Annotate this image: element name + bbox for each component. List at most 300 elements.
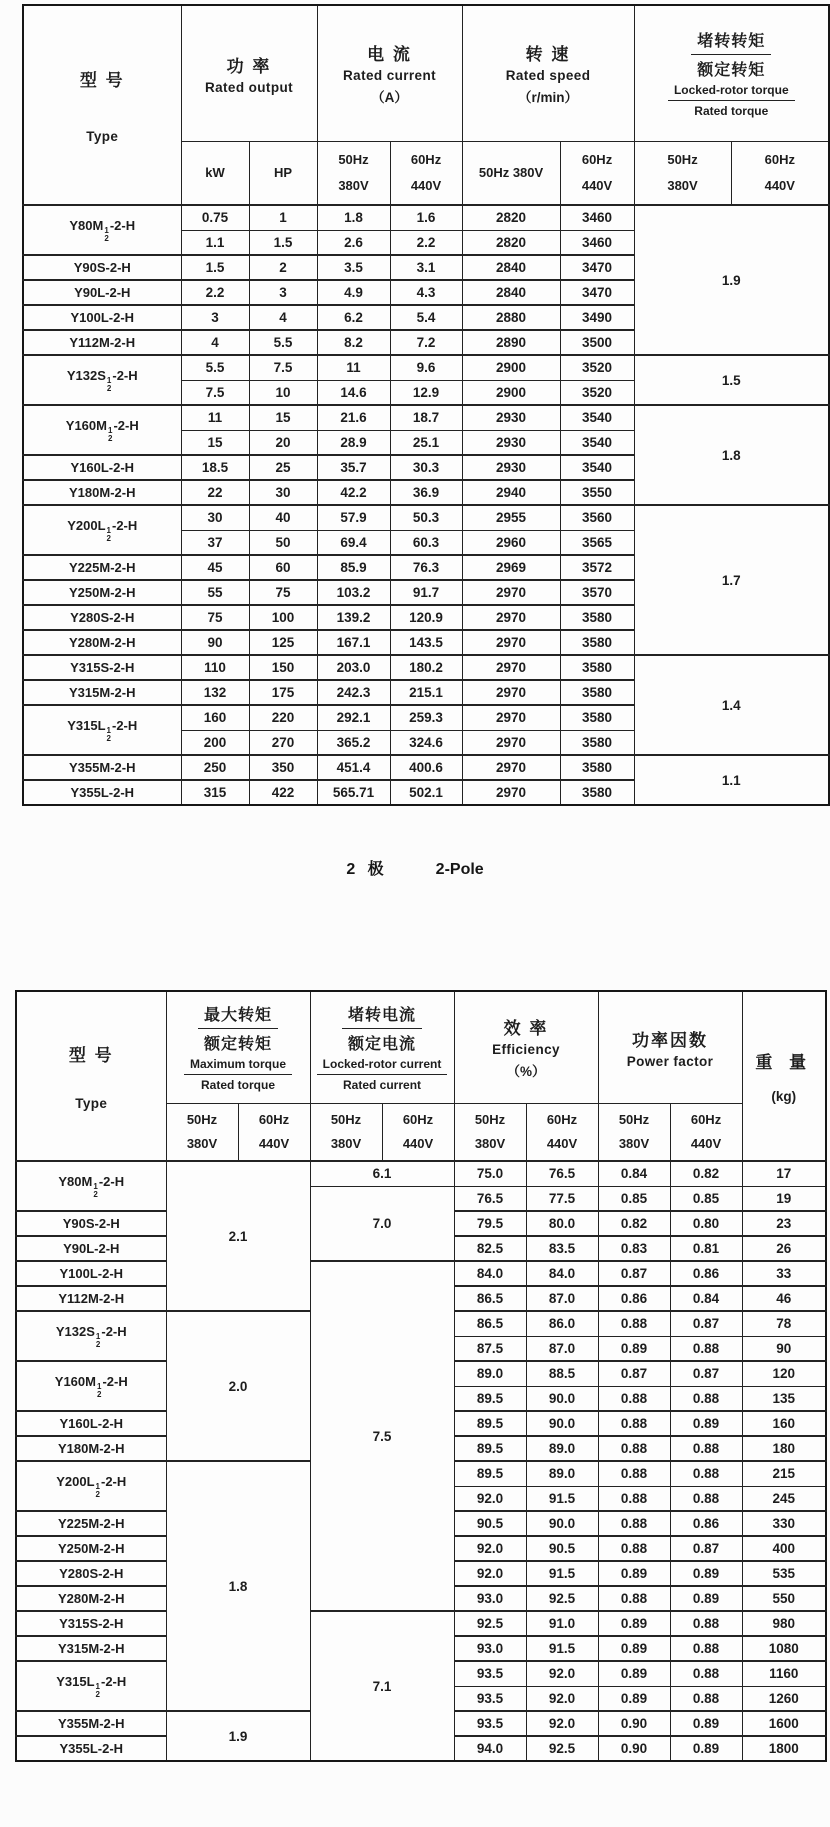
current-50hz-cell: 11: [317, 355, 390, 380]
type-variant-digit: 1: [96, 1382, 102, 1391]
kw-cell: 11: [181, 405, 249, 430]
speed-50hz-cell: 2930: [462, 455, 560, 480]
subheader-efficiency-50hz: 50Hz 380V: [454, 1103, 526, 1161]
type-variant-digit: 1: [107, 426, 113, 435]
secondary-spec-table: [15, 990, 827, 1762]
efficiency-50hz-cell: 82.5: [454, 1236, 526, 1261]
hp-cell: 4: [249, 305, 317, 330]
speed-header-en: Rated speed: [505, 68, 591, 84]
speed-60hz-cell: 3580: [560, 605, 634, 630]
power-header-zh: 功 率: [226, 56, 272, 76]
type-label: Y355M-2-H: [58, 1716, 125, 1731]
type-variant-digit: 2: [106, 383, 112, 393]
speed-50hz-cell: 2930: [462, 430, 560, 455]
kw-cell: 45: [181, 555, 249, 580]
type-cell: [23, 405, 181, 455]
weight-cell: 78: [742, 1311, 826, 1336]
kw-cell: 200: [181, 730, 249, 755]
speed-60hz-cell: 3572: [560, 555, 634, 580]
current-header-unit: （A）: [371, 90, 408, 106]
efficiency-header-en: Efficiency: [492, 1042, 560, 1058]
efficiency-60hz-cell: 92.0: [526, 1686, 598, 1711]
power-factor-50hz-cell: 0.89: [598, 1561, 670, 1586]
secondary-table-header: [16, 991, 826, 1161]
hp-cell: 1.5: [249, 230, 317, 255]
speed-50hz-cell: 2820: [462, 205, 560, 230]
weight-cell: 135: [742, 1386, 826, 1411]
efficiency-60hz-cell: 91.5: [526, 1561, 598, 1586]
type-label: Y160M: [65, 418, 107, 433]
subheader-torque-60hz: 60Hz 440V: [731, 141, 829, 205]
current-60hz-cell: 60.3: [390, 530, 462, 555]
type-header-en: Type: [86, 129, 119, 144]
power-factor-60hz-cell: 0.89: [670, 1711, 742, 1736]
speed-50hz-cell: 2840: [462, 255, 560, 280]
type-cell: [16, 1736, 166, 1761]
power-factor-60hz-cell: 0.88: [670, 1636, 742, 1661]
table-row: [16, 1161, 826, 1186]
type-label-tail: -2-H: [101, 1324, 127, 1339]
hp-cell: 422: [249, 780, 317, 805]
table-row: [23, 205, 829, 230]
type-variant-digit: 2: [95, 1689, 100, 1699]
weight-cell: 160: [742, 1411, 826, 1436]
current-50hz-cell: 1.8: [317, 205, 390, 230]
type-variant-digit: 2: [106, 733, 111, 743]
type-variant-digit: 2: [96, 1389, 102, 1399]
max-torque-numerator-zh: 最大转矩: [167, 1002, 310, 1029]
efficiency-50hz-cell: 93.0: [454, 1636, 526, 1661]
lrc-numerator-en: Locked-rotor current: [311, 1057, 454, 1075]
power-factor-50hz-cell: 0.88: [598, 1436, 670, 1461]
subheader-kw: kW: [181, 141, 249, 205]
speed-60hz-cell: 3470: [560, 280, 634, 305]
type-cell: [16, 1361, 166, 1411]
col-header-power-factor: [598, 991, 742, 1103]
power-factor-50hz-cell: 0.87: [598, 1361, 670, 1386]
torque-ratio-numerator-zh: 堵转转矩: [635, 28, 829, 55]
table-row: [23, 355, 829, 380]
type-cell: [23, 630, 181, 655]
primary-spec-table: [22, 4, 830, 806]
subheader-speed-50hz: 50Hz 380V: [462, 141, 560, 205]
type-cell: [23, 205, 181, 255]
speed-50hz-cell: 2880: [462, 305, 560, 330]
col-header-type: [16, 991, 166, 1161]
power-factor-60hz-cell: 0.88: [670, 1611, 742, 1636]
pole-caption: [0, 856, 830, 879]
type-cell: [23, 305, 181, 330]
type-cell: [16, 1161, 166, 1211]
hp-cell: 350: [249, 755, 317, 780]
current-header-zh: 电 流: [367, 45, 412, 65]
power-factor-50hz-cell: 0.85: [598, 1186, 670, 1211]
col-header-rated-output: [181, 5, 317, 141]
efficiency-60hz-cell: 77.5: [526, 1186, 598, 1211]
lrc-numerator-zh: 堵转电流: [311, 1002, 454, 1029]
torque-ratio-cell: 1.5: [634, 355, 829, 405]
efficiency-60hz-cell: 90.0: [526, 1511, 598, 1536]
kw-cell: 1.1: [181, 230, 249, 255]
type-cell: [23, 255, 181, 280]
type-label-tail: -2-H: [102, 1374, 128, 1389]
efficiency-50hz-cell: 87.5: [454, 1336, 526, 1361]
type-variant-fraction: [97, 1383, 101, 1398]
type-cell: [16, 1211, 166, 1236]
kw-cell: 37: [181, 530, 249, 555]
efficiency-60hz-cell: 90.5: [526, 1536, 598, 1561]
speed-50hz-cell: 2970: [462, 730, 560, 755]
current-50hz-cell: 3.5: [317, 255, 390, 280]
lrc-denominator-en: Rated current: [343, 1077, 422, 1092]
efficiency-60hz-cell: 92.5: [526, 1586, 598, 1611]
speed-60hz-cell: 3520: [560, 355, 634, 380]
subheader-efficiency-60hz: 60Hz 440V: [526, 1103, 598, 1161]
torque-ratio-cell: 1.7: [634, 505, 829, 655]
current-50hz-cell: 167.1: [317, 630, 390, 655]
weight-cell: 535: [742, 1561, 826, 1586]
type-label: Y225M-2-H: [58, 1516, 125, 1531]
efficiency-50hz-cell: 86.5: [454, 1286, 526, 1311]
type-variant-digit: 2: [106, 533, 111, 543]
hp-cell: 220: [249, 705, 317, 730]
speed-60hz-cell: 3580: [560, 705, 634, 730]
type-label: Y100L-2-H: [70, 310, 135, 325]
speed-50hz-cell: 2970: [462, 580, 560, 605]
efficiency-60hz-cell: 91.0: [526, 1611, 598, 1636]
subheader-torque-50hz: 50Hz 380V: [634, 141, 731, 205]
type-label: Y280S-2-H: [59, 1566, 124, 1581]
speed-60hz-cell: 3490: [560, 305, 634, 330]
max-torque-ratio-cell: 2.0: [166, 1311, 310, 1461]
weight-cell: 19: [742, 1186, 826, 1211]
type-label-tail: -2-H: [98, 1174, 125, 1189]
kw-cell: 1.5: [181, 255, 249, 280]
current-50hz-cell: 85.9: [317, 555, 390, 580]
weight-cell: 1600: [742, 1711, 826, 1736]
weight-header-unit: (kg): [771, 1089, 797, 1104]
efficiency-50hz-cell: 93.5: [454, 1661, 526, 1686]
kw-cell: 4: [181, 330, 249, 355]
current-60hz-cell: 76.3: [390, 555, 462, 580]
weight-cell: 120: [742, 1361, 826, 1386]
weight-cell: 180: [742, 1436, 826, 1461]
type-cell: [16, 1236, 166, 1261]
current-60hz-cell: 25.1: [390, 430, 462, 455]
weight-cell: 400: [742, 1536, 826, 1561]
type-cell: [16, 1636, 166, 1661]
power-factor-50hz-cell: 0.89: [598, 1336, 670, 1361]
efficiency-60hz-cell: 89.0: [526, 1436, 598, 1461]
kw-cell: 315: [181, 780, 249, 805]
type-cell: [16, 1511, 166, 1536]
power-factor-50hz-cell: 0.88: [598, 1386, 670, 1411]
speed-60hz-cell: 3565: [560, 530, 634, 555]
type-label: Y250M-2-H: [58, 1541, 125, 1556]
power-factor-60hz-cell: 0.84: [670, 1286, 742, 1311]
subheader-hp: HP: [249, 141, 317, 205]
current-50hz-cell: 35.7: [317, 455, 390, 480]
kw-cell: 15: [181, 430, 249, 455]
type-label-tail: -2-H: [100, 1674, 127, 1689]
locked-rotor-current-ratio-cell: 7.0: [310, 1186, 454, 1261]
locked-rotor-current-ratio-cell: 7.1: [310, 1611, 454, 1761]
pole-caption-zh: 2 极: [346, 861, 388, 878]
power-factor-50hz-cell: 0.88: [598, 1536, 670, 1561]
col-header-rated-current: [317, 5, 462, 141]
hp-cell: 20: [249, 430, 317, 455]
col-header-efficiency: [454, 991, 598, 1103]
power-factor-50hz-cell: 0.84: [598, 1161, 670, 1186]
subheader-power-factor-60hz: 60Hz 440V: [670, 1103, 742, 1161]
weight-cell: 980: [742, 1611, 826, 1636]
pole-caption-en: 2-Pole: [435, 861, 484, 878]
type-variant-fraction: [107, 377, 111, 392]
efficiency-50hz-cell: 93.0: [454, 1586, 526, 1611]
current-60hz-cell: 259.3: [390, 705, 462, 730]
header-row-main: [23, 5, 829, 141]
current-50hz-cell: 42.2: [317, 480, 390, 505]
max-torque-ratio-cell: 2.1: [166, 1161, 310, 1311]
speed-60hz-cell: 3500: [560, 330, 634, 355]
subheader-current-50hz: 50Hz 380V: [317, 141, 390, 205]
current-header-en: Rated current: [343, 68, 437, 84]
efficiency-60hz-cell: 88.5: [526, 1361, 598, 1386]
current-60hz-cell: 18.7: [390, 405, 462, 430]
type-label: Y280M-2-H: [69, 635, 136, 650]
type-label: Y132S: [66, 368, 106, 383]
speed-header-unit: （r/min）: [518, 90, 579, 106]
hp-cell: 10: [249, 380, 317, 405]
col-header-locked-rotor-torque-ratio: [634, 5, 829, 141]
hp-cell: 15: [249, 405, 317, 430]
speed-50hz-cell: 2820: [462, 230, 560, 255]
type-variant-fraction: [108, 427, 112, 442]
power-header-en: Rated output: [204, 79, 294, 95]
locked-rotor-current-ratio-cell: 6.1: [310, 1161, 454, 1186]
type-cell: [23, 680, 181, 705]
type-label: Y355M-2-H: [69, 760, 136, 775]
type-cell: [16, 1286, 166, 1311]
speed-60hz-cell: 3540: [560, 430, 634, 455]
current-60hz-cell: 91.7: [390, 580, 462, 605]
type-label: Y90L-2-H: [63, 1241, 120, 1256]
type-label: Y315S-2-H: [70, 660, 135, 675]
hp-cell: 60: [249, 555, 317, 580]
type-label-tail: -2-H: [109, 218, 136, 233]
subheader-lrc-60hz: 60Hz 440V: [382, 1103, 454, 1161]
speed-60hz-cell: 3570: [560, 580, 634, 605]
hp-cell: 50: [249, 530, 317, 555]
type-label: Y160L-2-H: [59, 1416, 124, 1431]
type-cell: [16, 1711, 166, 1736]
col-header-weight: [742, 991, 826, 1161]
max-torque-ratio-cell: 1.8: [166, 1461, 310, 1711]
type-cell: [23, 480, 181, 505]
power-factor-50hz-cell: 0.90: [598, 1736, 670, 1761]
col-header-type: [23, 5, 181, 205]
type-variant-digit: 1: [95, 1682, 100, 1691]
speed-60hz-cell: 3460: [560, 205, 634, 230]
subheader-power-factor-50hz: 50Hz 380V: [598, 1103, 670, 1161]
type-label-tail: -2-H: [112, 368, 138, 383]
efficiency-50hz-cell: 89.5: [454, 1461, 526, 1486]
efficiency-60hz-cell: 87.0: [526, 1336, 598, 1361]
type-cell: [16, 1436, 166, 1461]
type-label: Y180M-2-H: [58, 1441, 125, 1456]
power-factor-50hz-cell: 0.88: [598, 1511, 670, 1536]
speed-60hz-cell: 3580: [560, 730, 634, 755]
current-60hz-cell: 180.2: [390, 655, 462, 680]
hp-cell: 175: [249, 680, 317, 705]
efficiency-60hz-cell: 92.5: [526, 1736, 598, 1761]
power-factor-60hz-cell: 0.80: [670, 1211, 742, 1236]
current-60hz-cell: 2.2: [390, 230, 462, 255]
current-50hz-cell: 57.9: [317, 505, 390, 530]
type-cell: [16, 1561, 166, 1586]
type-cell: [16, 1611, 166, 1636]
efficiency-50hz-cell: 90.5: [454, 1511, 526, 1536]
type-variant-fraction: [107, 527, 111, 542]
weight-cell: 46: [742, 1286, 826, 1311]
efficiency-60hz-cell: 84.0: [526, 1261, 598, 1286]
current-50hz-cell: 451.4: [317, 755, 390, 780]
power-factor-60hz-cell: 0.86: [670, 1261, 742, 1286]
type-variant-digit: 2: [95, 1489, 100, 1499]
power-factor-50hz-cell: 0.88: [598, 1461, 670, 1486]
power-factor-50hz-cell: 0.88: [598, 1586, 670, 1611]
power-factor-60hz-cell: 0.87: [670, 1311, 742, 1336]
type-variant-fraction: [96, 1683, 100, 1698]
kw-cell: 55: [181, 580, 249, 605]
current-60hz-cell: 36.9: [390, 480, 462, 505]
hp-cell: 7.5: [249, 355, 317, 380]
hp-cell: 270: [249, 730, 317, 755]
type-label: Y100L-2-H: [59, 1266, 124, 1281]
efficiency-50hz-cell: 92.0: [454, 1536, 526, 1561]
type-cell: [16, 1661, 166, 1711]
efficiency-50hz-cell: 89.5: [454, 1411, 526, 1436]
type-header-en: Type: [75, 1096, 108, 1111]
speed-50hz-cell: 2970: [462, 605, 560, 630]
hp-cell: 100: [249, 605, 317, 630]
type-cell: [23, 555, 181, 580]
weight-cell: 26: [742, 1236, 826, 1261]
subheader-current-60hz: 60Hz 440V: [390, 141, 462, 205]
current-50hz-cell: 2.6: [317, 230, 390, 255]
kw-cell: 75: [181, 605, 249, 630]
power-factor-60hz-cell: 0.85: [670, 1186, 742, 1211]
type-label: Y90L-2-H: [74, 285, 131, 300]
power-factor-header-zh: 功率因数: [632, 1030, 709, 1050]
power-factor-60hz-cell: 0.89: [670, 1586, 742, 1611]
weight-cell: 1800: [742, 1736, 826, 1761]
max-torque-ratio-cell: 1.9: [166, 1711, 310, 1761]
torque-ratio-cell: 1.9: [634, 205, 829, 355]
efficiency-header-unit: （%）: [506, 1064, 546, 1080]
type-cell: [23, 580, 181, 605]
weight-cell: 215: [742, 1461, 826, 1486]
current-50hz-cell: 365.2: [317, 730, 390, 755]
type-label: Y160M: [54, 1374, 96, 1389]
weight-cell: 550: [742, 1586, 826, 1611]
speed-60hz-cell: 3520: [560, 380, 634, 405]
type-label: Y280S-2-H: [70, 610, 135, 625]
power-factor-60hz-cell: 0.88: [670, 1336, 742, 1361]
col-header-max-torque-ratio: [166, 991, 310, 1103]
speed-60hz-cell: 3460: [560, 230, 634, 255]
type-label: Y200L: [56, 1474, 95, 1489]
torque-ratio-denominator-en: Rated torque: [694, 103, 769, 118]
efficiency-50hz-cell: 75.0: [454, 1161, 526, 1186]
power-factor-60hz-cell: 0.88: [670, 1686, 742, 1711]
hp-cell: 5.5: [249, 330, 317, 355]
current-60hz-cell: 215.1: [390, 680, 462, 705]
efficiency-header-zh: 效 率: [503, 1019, 549, 1039]
efficiency-50hz-cell: 92.0: [454, 1486, 526, 1511]
efficiency-50hz-cell: 76.5: [454, 1186, 526, 1211]
current-60hz-cell: 502.1: [390, 780, 462, 805]
type-cell: [23, 355, 181, 405]
type-header-zh: 型 号: [68, 1046, 114, 1065]
type-label: Y315L: [56, 1674, 95, 1689]
type-label-tail: -2-H: [111, 518, 138, 533]
type-cell: [23, 330, 181, 355]
speed-60hz-cell: 3470: [560, 255, 634, 280]
efficiency-60hz-cell: 91.5: [526, 1486, 598, 1511]
power-factor-50hz-cell: 0.88: [598, 1486, 670, 1511]
power-factor-50hz-cell: 0.87: [598, 1261, 670, 1286]
type-label: Y315S-2-H: [59, 1616, 124, 1631]
type-label-tail: -2-H: [111, 718, 138, 733]
current-60hz-cell: 7.2: [390, 330, 462, 355]
current-60hz-cell: 324.6: [390, 730, 462, 755]
subheader-speed-60hz: 60Hz 440V: [560, 141, 634, 205]
current-60hz-cell: 120.9: [390, 605, 462, 630]
current-50hz-cell: 242.3: [317, 680, 390, 705]
primary-table-body: [23, 205, 829, 805]
type-cell: [16, 1411, 166, 1436]
current-60hz-cell: 5.4: [390, 305, 462, 330]
type-label: Y132S: [55, 1324, 95, 1339]
type-label: Y112M-2-H: [58, 1291, 125, 1306]
lrc-denominator-zh: 额定电流: [348, 1035, 417, 1053]
power-factor-60hz-cell: 0.81: [670, 1236, 742, 1261]
table-row: [16, 1611, 826, 1636]
kw-cell: 2.2: [181, 280, 249, 305]
hp-cell: 125: [249, 630, 317, 655]
type-label: Y315L: [67, 718, 106, 733]
current-60hz-cell: 143.5: [390, 630, 462, 655]
kw-cell: 22: [181, 480, 249, 505]
power-factor-60hz-cell: 0.87: [670, 1536, 742, 1561]
efficiency-60hz-cell: 83.5: [526, 1236, 598, 1261]
power-factor-50hz-cell: 0.88: [598, 1311, 670, 1336]
type-header-zh: 型 号: [79, 71, 125, 90]
current-60hz-cell: 1.6: [390, 205, 462, 230]
power-factor-50hz-cell: 0.86: [598, 1286, 670, 1311]
max-torque-denominator-zh: 额定转矩: [204, 1035, 273, 1053]
speed-60hz-cell: 3550: [560, 480, 634, 505]
type-variant-digit: 1: [93, 1182, 98, 1191]
power-factor-60hz-cell: 0.86: [670, 1511, 742, 1536]
type-label: Y112M-2-H: [69, 335, 136, 350]
weight-cell: 1080: [742, 1636, 826, 1661]
kw-cell: 7.5: [181, 380, 249, 405]
current-50hz-cell: 292.1: [317, 705, 390, 730]
locked-rotor-current-ratio-cell: 7.5: [310, 1261, 454, 1611]
type-cell: [23, 705, 181, 755]
